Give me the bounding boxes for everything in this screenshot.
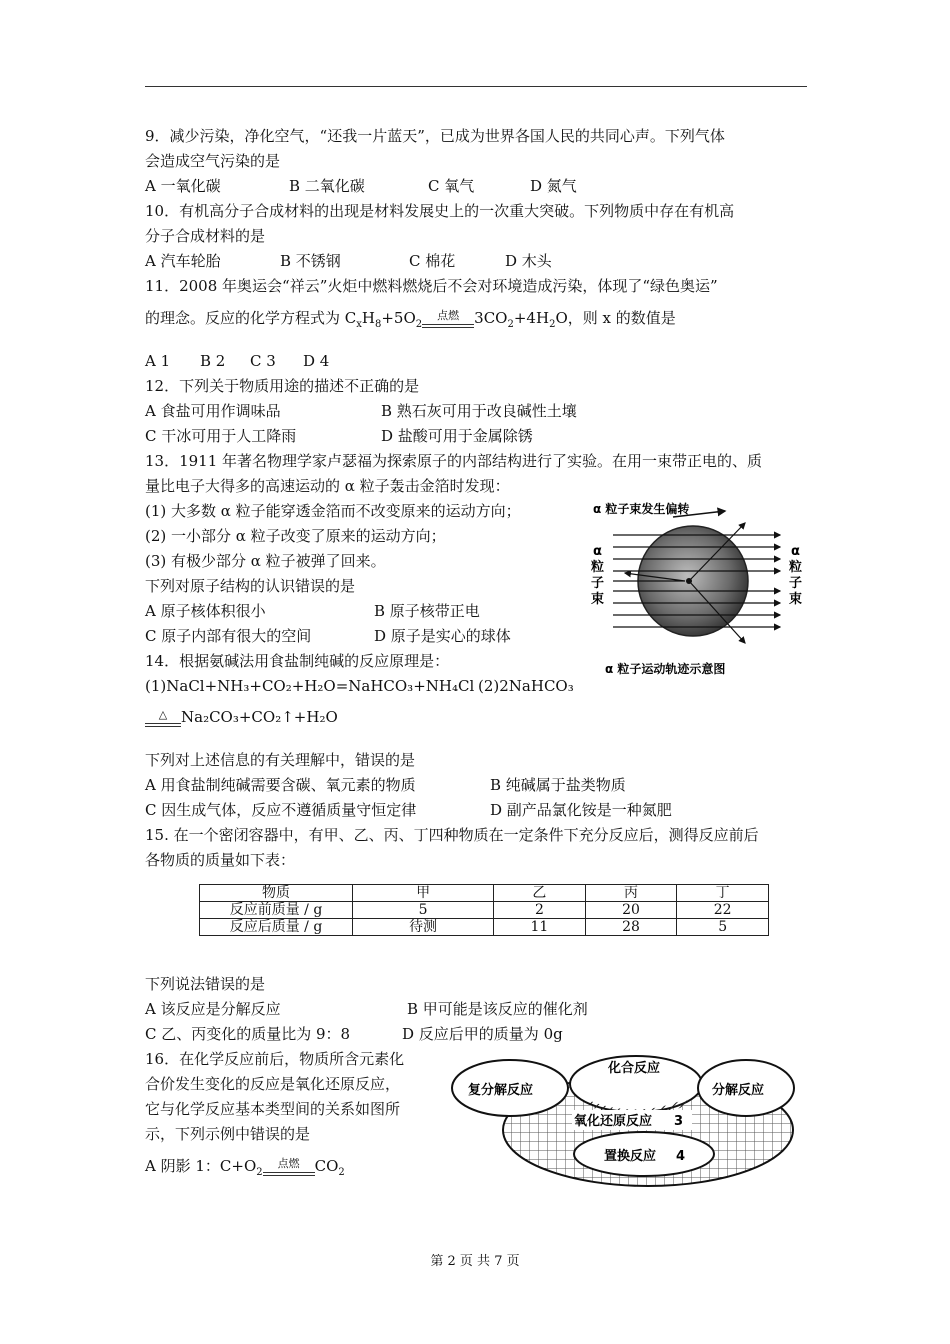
q11-equation-line: 的理念。反应的化学方程式为 $C_xH_8+5O_2$ 点燃 $3CO_2+4H_2O$，则 x 的数值是 bbox=[145, 309, 676, 330]
table-row bbox=[200, 902, 769, 919]
q14-option-a: A 用食盐制纯碱需要含碳、氧元素的物质 bbox=[145, 776, 416, 794]
figure-caption: α 粒子运动轨迹示意图 bbox=[605, 662, 726, 676]
table-header-cell: 物质 bbox=[200, 885, 353, 902]
table-cell: 反应后质量 / g bbox=[200, 919, 353, 936]
q10-stem-line1: 10．有机高分子合成材料的出现是材料发展史上的一次重大突破。下列物质中存在有机高 bbox=[145, 202, 735, 220]
q13-stem-line2: 量比电子大得多的高速运动的 α 粒子轰击金箔时发现： bbox=[145, 477, 510, 495]
q16-stem-line4: 示，下列示例中错误的是 bbox=[145, 1125, 311, 1143]
page-footer: 第 2 页 共 7 页 bbox=[430, 1254, 520, 1269]
reaction-types-figure bbox=[448, 1042, 796, 1190]
q13-observation-1: (1) 大多数 α 粒子能穿透金箔而不改变原来的运动方向； bbox=[145, 502, 521, 520]
svg-text:粒: 粒 bbox=[591, 560, 605, 575]
figure-top-label: α 粒子束发生偏转 bbox=[593, 502, 690, 516]
table-header-cell: 甲 bbox=[353, 885, 494, 902]
q16-stem-line3: 它与化学反应基本类型间的关系如图所 bbox=[145, 1100, 401, 1118]
q15-option-b: B 甲可能是该反应的催化剂 bbox=[407, 1000, 588, 1018]
q14-equation-2-left: (2)2NaHCO₃ bbox=[478, 677, 574, 695]
q9-stem-line1: 9．减少污染，净化空气，“还我一片蓝天”，已成为世界各国人民的共同心声。下列气体 bbox=[145, 127, 725, 145]
q12-option-a: A 食盐可用作调味品 bbox=[145, 402, 281, 420]
q11-stem-line1: 11．2008 年奥运会“祥云”火炬中燃料燃烧后不会对环境造成污染，体现了“绿色奥运” bbox=[145, 277, 718, 295]
q12-option-d: D 盐酸可用于金属除锈 bbox=[381, 427, 533, 445]
q14-equation-1: (1)NaCl+NH₃+CO₂+H₂O=NaHCO₃+NH₄Cl bbox=[145, 677, 475, 695]
q13-option-a: A 原子核体积很小 bbox=[145, 602, 266, 620]
label-replacement-number: 4 bbox=[676, 1149, 686, 1164]
q14-option-c: C 因生成气体，反应不遵循质量守恒定律 bbox=[145, 801, 417, 819]
table-cell: 20 bbox=[585, 902, 677, 919]
svg-text:α: α bbox=[791, 544, 800, 559]
q16-stem-line2: 合价发生变化的反应是氧化还原反应， bbox=[145, 1075, 401, 1093]
q16-option-a: A 阴影 1：$C+O_2$ 点燃 $CO_2$ bbox=[145, 1157, 345, 1178]
q9-option-c: C 氧气 bbox=[428, 177, 475, 195]
label-decomposition: 分解反应 bbox=[712, 1083, 765, 1098]
q14-option-d: D 副产品氯化铵是一种氮肥 bbox=[490, 801, 672, 819]
q10-option-b: B 不锈钢 bbox=[280, 252, 341, 270]
svg-text:α: α bbox=[593, 544, 602, 559]
table-row bbox=[200, 919, 769, 936]
q12-option-b: B 熟石灰可用于改良碱性土壤 bbox=[381, 402, 577, 420]
table-header-row bbox=[200, 885, 769, 902]
q9-option-d: D 氮气 bbox=[530, 177, 577, 195]
q9-stem-line2: 会造成空气污染的是 bbox=[145, 152, 281, 170]
q15-option-d: D 反应后甲的质量为 0g bbox=[402, 1025, 563, 1043]
q12-option-c: C 干冰可用于人工降雨 bbox=[145, 427, 297, 445]
q9-option-b: B 二氧化碳 bbox=[289, 177, 365, 195]
q10-stem-line2: 分子合成材料的是 bbox=[145, 227, 266, 245]
table-header-cell: 丙 bbox=[585, 885, 677, 902]
svg-text:束: 束 bbox=[591, 592, 605, 607]
reaction-condition-ignite: 点燃 bbox=[263, 1157, 315, 1177]
alpha-scattering-figure bbox=[585, 493, 810, 685]
q13-option-c: C 原子内部有很大的空间 bbox=[145, 627, 312, 645]
table-cell: 2 bbox=[494, 902, 586, 919]
label-replacement: 置换反应 bbox=[604, 1149, 657, 1164]
q13-option-d: D 原子是实心的球体 bbox=[374, 627, 511, 645]
table-cell: 22 bbox=[677, 902, 769, 919]
table-cell: 反应前质量 / g bbox=[200, 902, 353, 919]
q11-option-a: A 1 bbox=[145, 352, 171, 370]
table-cell: 28 bbox=[585, 919, 677, 936]
figure-left-label bbox=[591, 544, 604, 607]
q14-ask: 下列对上述信息的有关理解中，错误的是 bbox=[145, 751, 416, 769]
q13-option-b: B 原子核带正电 bbox=[374, 602, 480, 620]
svg-text:子: 子 bbox=[591, 576, 605, 591]
reaction-condition-ignite: 点燃 bbox=[422, 309, 474, 329]
q15-option-c: C 乙、丙变化的质量比为 9：8 bbox=[145, 1025, 351, 1043]
label-double-decomposition: 复分解反应 bbox=[468, 1083, 534, 1098]
q12-stem: 12．下列关于物质用途的描述不正确的是 bbox=[145, 377, 420, 395]
q10-option-a: A 汽车轮胎 bbox=[145, 252, 221, 270]
svg-text:粒: 粒 bbox=[789, 560, 803, 575]
q13-observation-2: (2) 一小部分 α 粒子改变了原来的运动方向； bbox=[145, 527, 446, 545]
q15-option-a: A 该反应是分解反应 bbox=[145, 1000, 281, 1018]
q15-stem-line2: 各物质的质量如下表： bbox=[145, 851, 296, 869]
q14-stem: 14．根据氨碱法用食盐制纯碱的反应原理是： bbox=[145, 652, 450, 670]
q13-stem-line1: 13．1911 年著名物理学家卢瑟福为探索原子的内部结构进行了实验。在用一束带正电的、质 bbox=[145, 452, 763, 470]
table-cell: 11 bbox=[494, 919, 586, 936]
table-header-cell: 乙 bbox=[494, 885, 586, 902]
table-cell: 5 bbox=[677, 919, 769, 936]
q10-option-d: D 木头 bbox=[505, 252, 552, 270]
q11-option-d: D 4 bbox=[303, 352, 330, 370]
svg-text:子: 子 bbox=[789, 576, 803, 591]
header-rule bbox=[145, 86, 807, 87]
q14-option-b: B 纯碱属于盐类物质 bbox=[490, 776, 626, 794]
q15-ask: 下列说法错误的是 bbox=[145, 975, 266, 993]
label-redox: 氧化还原反应 bbox=[574, 1114, 653, 1129]
q13-ask: 下列对原子结构的认识错误的是 bbox=[145, 577, 356, 595]
label-combination: 化合反应 bbox=[608, 1061, 661, 1076]
svg-text:束: 束 bbox=[789, 592, 803, 607]
reaction-condition-heat: △ bbox=[145, 708, 181, 728]
q11-option-c: C 3 bbox=[250, 352, 276, 370]
q16-stem-line1: 16．在化学反应前后，物质所含元素化 bbox=[145, 1050, 405, 1068]
table-header-cell: 丁 bbox=[677, 885, 769, 902]
q13-observation-3: (3) 有极少部分 α 粒子被弹了回来。 bbox=[145, 552, 386, 570]
q14-equation-2-right: △ Na₂CO₃+CO₂↑+H₂O bbox=[145, 707, 338, 728]
q15-stem-line1: 15. 在一个密闭容器中，有甲、乙、丙、丁四种物质在一定条件下充分反应后，测得反应前后 bbox=[145, 826, 759, 844]
label-redox-number: 3 bbox=[674, 1114, 684, 1129]
mass-table bbox=[199, 884, 769, 936]
q9-option-a: A 一氧化碳 bbox=[145, 177, 221, 195]
q10-option-c: C 棉花 bbox=[409, 252, 456, 270]
table-cell: 5 bbox=[353, 902, 494, 919]
figure-right-label bbox=[789, 544, 802, 607]
table-cell: 待测 bbox=[353, 919, 494, 936]
q11-option-b: B 2 bbox=[200, 352, 226, 370]
